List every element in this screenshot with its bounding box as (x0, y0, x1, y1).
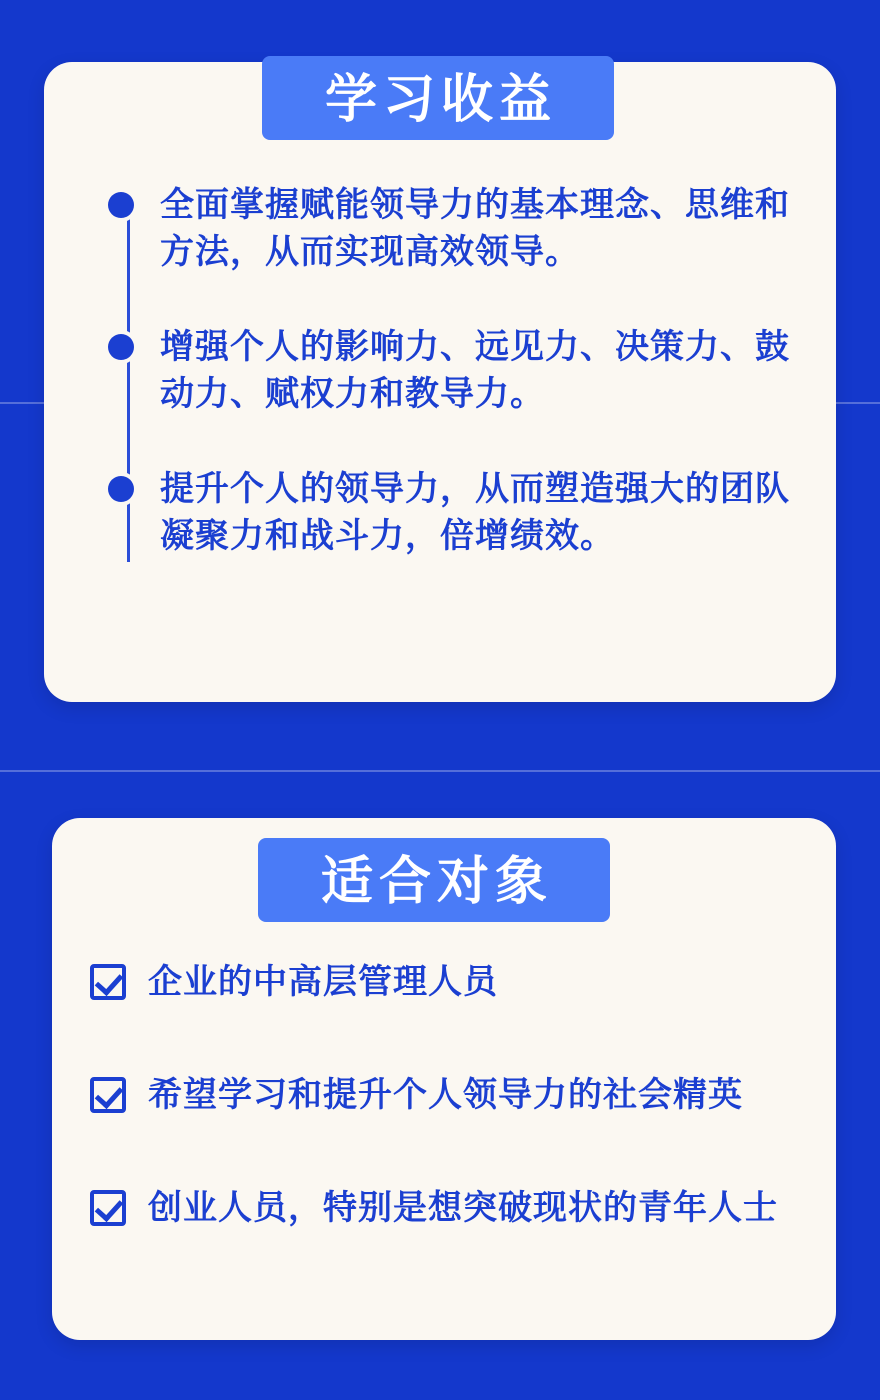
audience-text: 创业人员，特别是想突破现状的青年人士 (148, 1188, 778, 1227)
benefits-list (108, 182, 808, 559)
benefit-text: 增强个人的影响力、远见力、决策力、鼓动力、赋权力和教导力。 (160, 327, 790, 413)
bullet-dot-icon (108, 476, 134, 502)
audience-title-ribbon: 适合对象 (258, 838, 610, 922)
list-item (90, 1075, 850, 1116)
list-item (90, 1188, 850, 1229)
benefits-title-ribbon: 学习收益 (262, 56, 614, 140)
benefit-text: 提升个人的领导力，从而塑造强大的团队凝聚力和战斗力，倍增绩效。 (160, 469, 790, 555)
bullet-dot-icon (108, 334, 134, 360)
checkbox-checked-icon (90, 1190, 126, 1226)
audience-text: 企业的中高层管理人员 (148, 963, 498, 1001)
list-item (90, 962, 850, 1003)
checkbox-checked-icon (90, 1077, 126, 1113)
section-divider-bottom (0, 770, 880, 772)
bullet-dot-icon (108, 192, 134, 218)
audience-list (90, 962, 850, 1228)
list-item (108, 182, 808, 276)
list-item (108, 466, 808, 560)
checkbox-checked-icon (90, 964, 126, 1000)
benefit-text: 全面掌握赋能领导力的基本理念、思维和方法，从而实现高效领导。 (160, 186, 790, 271)
list-item (108, 324, 808, 418)
audience-text: 希望学习和提升个人领导力的社会精英 (148, 1075, 743, 1114)
